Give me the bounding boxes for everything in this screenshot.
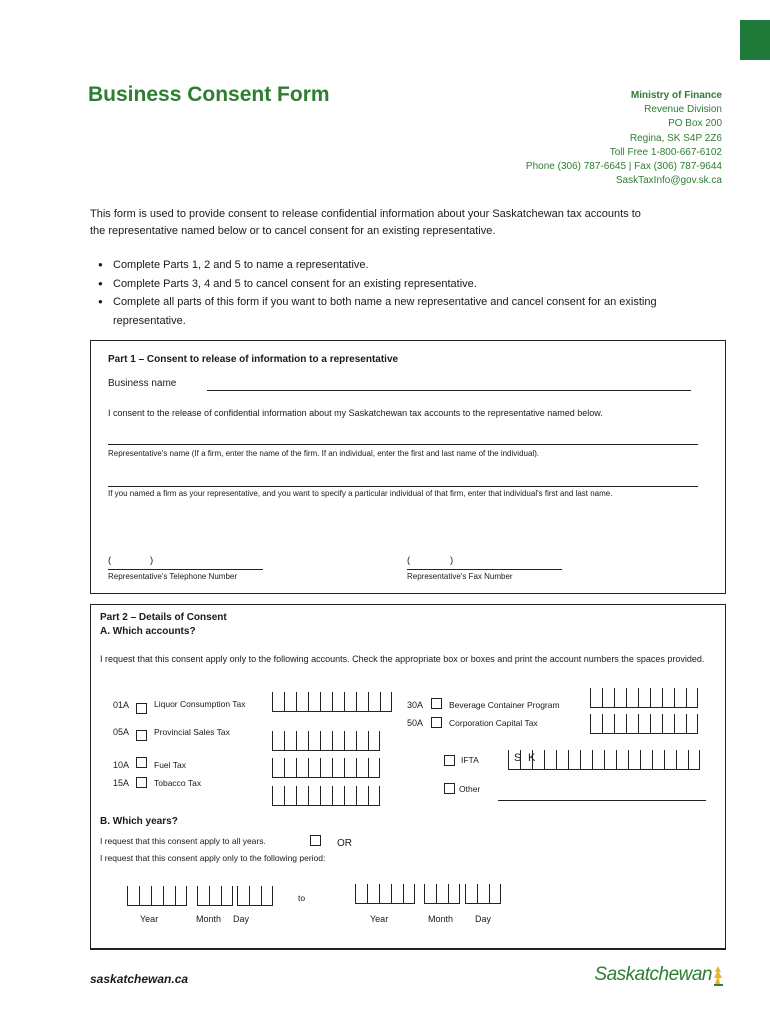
ifta-prefix-s: S <box>514 752 522 764</box>
or-label: OR <box>337 838 352 849</box>
capital-tax-checkbox[interactable] <box>431 717 442 728</box>
beverage-number-input[interactable] <box>590 688 698 708</box>
liquor-tax-checkbox[interactable] <box>136 703 147 714</box>
rep-name-input[interactable] <box>108 444 698 445</box>
start-month-label: Month <box>196 914 222 924</box>
end-month-label: Month <box>428 914 454 924</box>
section-b-title: B. Which years? <box>100 816 178 827</box>
account-label: Corporation Capital Tax <box>449 718 538 728</box>
po-box: PO Box 200 <box>668 118 722 130</box>
fuel-tax-checkbox[interactable] <box>136 757 147 768</box>
account-code: 30A <box>407 700 424 710</box>
account-code: 50A <box>407 718 424 728</box>
ministry-name: Ministry of Finance <box>630 90 722 101</box>
saskatchewan-logo <box>594 964 724 986</box>
start-year-input[interactable] <box>127 886 187 906</box>
fax-input[interactable] <box>407 569 562 570</box>
individual-name-input[interactable] <box>108 486 698 487</box>
start-day-label: Day <box>233 914 250 924</box>
other-label: Other <box>459 784 481 794</box>
instruction-list <box>98 256 668 330</box>
part2-bottom-border <box>90 948 726 950</box>
ifta-number-input[interactable] <box>508 750 700 770</box>
start-year-label: Year <box>140 914 159 924</box>
account-label: Tobacco Tax <box>154 778 202 788</box>
account-code: 10A <box>113 760 130 770</box>
account-label: Beverage Container Program <box>449 700 560 710</box>
footer-url-link[interactable]: saskatchewan.ca <box>90 972 189 986</box>
to-label: to <box>298 893 306 903</box>
consent-text: I consent to the release of confidential information about my Saskatchewan tax accounts to the representative named below. <box>108 408 603 418</box>
wheat-icon <box>712 964 724 986</box>
phone-label: Representative's Telephone Number <box>108 572 238 581</box>
ifta-label: IFTA <box>461 755 479 765</box>
account-code: 15A <box>113 778 130 788</box>
phone-paren-open: ( <box>108 555 112 566</box>
individual-label: If you named a firm as your representative, and you want to specify a particular individual of that firm, enter that individual's first and last name. <box>108 489 613 498</box>
instruction-item: ● Complete Parts 1, 2 and 5 to name a representative. <box>98 256 668 275</box>
rep-name-label: Representative's name (If a firm, enter the name of the firm. If an individual, enter the first and last name of the individual). <box>108 449 540 458</box>
account-label: Fuel Tax <box>154 760 186 770</box>
account-label: Liquor Consumption Tax <box>154 699 246 709</box>
end-day-label: Day <box>475 914 492 924</box>
fax-label: Representative's Fax Number <box>407 572 513 581</box>
liquor-tax-number-input[interactable] <box>272 692 392 712</box>
fuel-tax-number-input[interactable] <box>272 758 380 778</box>
fax-paren-close: ) <box>450 555 454 566</box>
period-text: I request that this consent apply only to the following period: <box>100 853 326 863</box>
end-year-input[interactable] <box>355 884 415 904</box>
beverage-container-checkbox[interactable] <box>431 698 442 709</box>
phone-paren-close: ) <box>150 555 154 566</box>
account-code: 01A <box>113 700 130 710</box>
instruction-item: ● Complete all parts of this form if you want to both name a new representative and cancel consent for an existing representative. <box>98 293 668 330</box>
end-day-input[interactable] <box>465 884 501 904</box>
logo-text: Saskatchewan <box>594 964 712 985</box>
tobacco-tax-checkbox[interactable] <box>136 777 147 788</box>
start-month-input[interactable] <box>197 886 233 906</box>
page-title: Business Consent Form <box>88 83 330 106</box>
ministry-address <box>526 89 722 188</box>
pst-checkbox[interactable] <box>136 730 147 741</box>
accounts-instructions: I request that this consent apply only to the following accounts. Check the appropriate box or boxes and print the account numbers the spaces provided. <box>100 654 705 664</box>
part1-title: Part 1 – Consent to release of information to a representative <box>108 354 399 365</box>
account-code: 05A <box>113 727 130 737</box>
start-day-input[interactable] <box>237 886 273 906</box>
tobacco-tax-number-input[interactable] <box>272 786 380 806</box>
end-year-label: Year <box>370 914 389 924</box>
intro-text: This form is used to provide consent to release confidential information about your Saskatchewan tax accounts to the representative named below or to cancel consent for an existing representative. <box>90 208 641 237</box>
division: Revenue Division <box>644 104 722 116</box>
toll-free: Toll Free 1-800-667-6102 <box>609 146 722 158</box>
corner-tab <box>740 20 770 60</box>
fax-paren-open: ( <box>407 555 411 566</box>
section-a-title: A. Which accounts? <box>100 626 196 637</box>
other-input[interactable] <box>498 800 706 801</box>
other-checkbox[interactable] <box>444 783 455 794</box>
capital-tax-number-input[interactable] <box>590 714 698 734</box>
all-years-text: I request that this consent apply to all years. <box>100 836 266 846</box>
part2-title: Part 2 – Details of Consent <box>100 612 227 623</box>
phone-fax: Phone (306) 787-6645 | Fax (306) 787-9644 <box>525 161 722 173</box>
phone-input[interactable] <box>108 569 263 570</box>
ifta-prefix-k: K <box>528 752 536 764</box>
email-link[interactable]: SaskTaxInfo@gov.sk.ca <box>615 175 722 187</box>
ifta-checkbox[interactable] <box>444 755 455 766</box>
city: Regina, SK S4P 2Z6 <box>629 132 722 144</box>
all-years-checkbox[interactable] <box>310 835 321 846</box>
account-label: Provincial Sales Tax <box>154 727 230 737</box>
end-month-input[interactable] <box>424 884 460 904</box>
instruction-item: ● Complete Parts 3, 4 and 5 to cancel consent for an existing representative. <box>98 275 668 294</box>
pst-number-input[interactable] <box>272 731 380 751</box>
business-name-label: Business name <box>108 378 177 389</box>
business-name-input[interactable] <box>207 390 691 391</box>
